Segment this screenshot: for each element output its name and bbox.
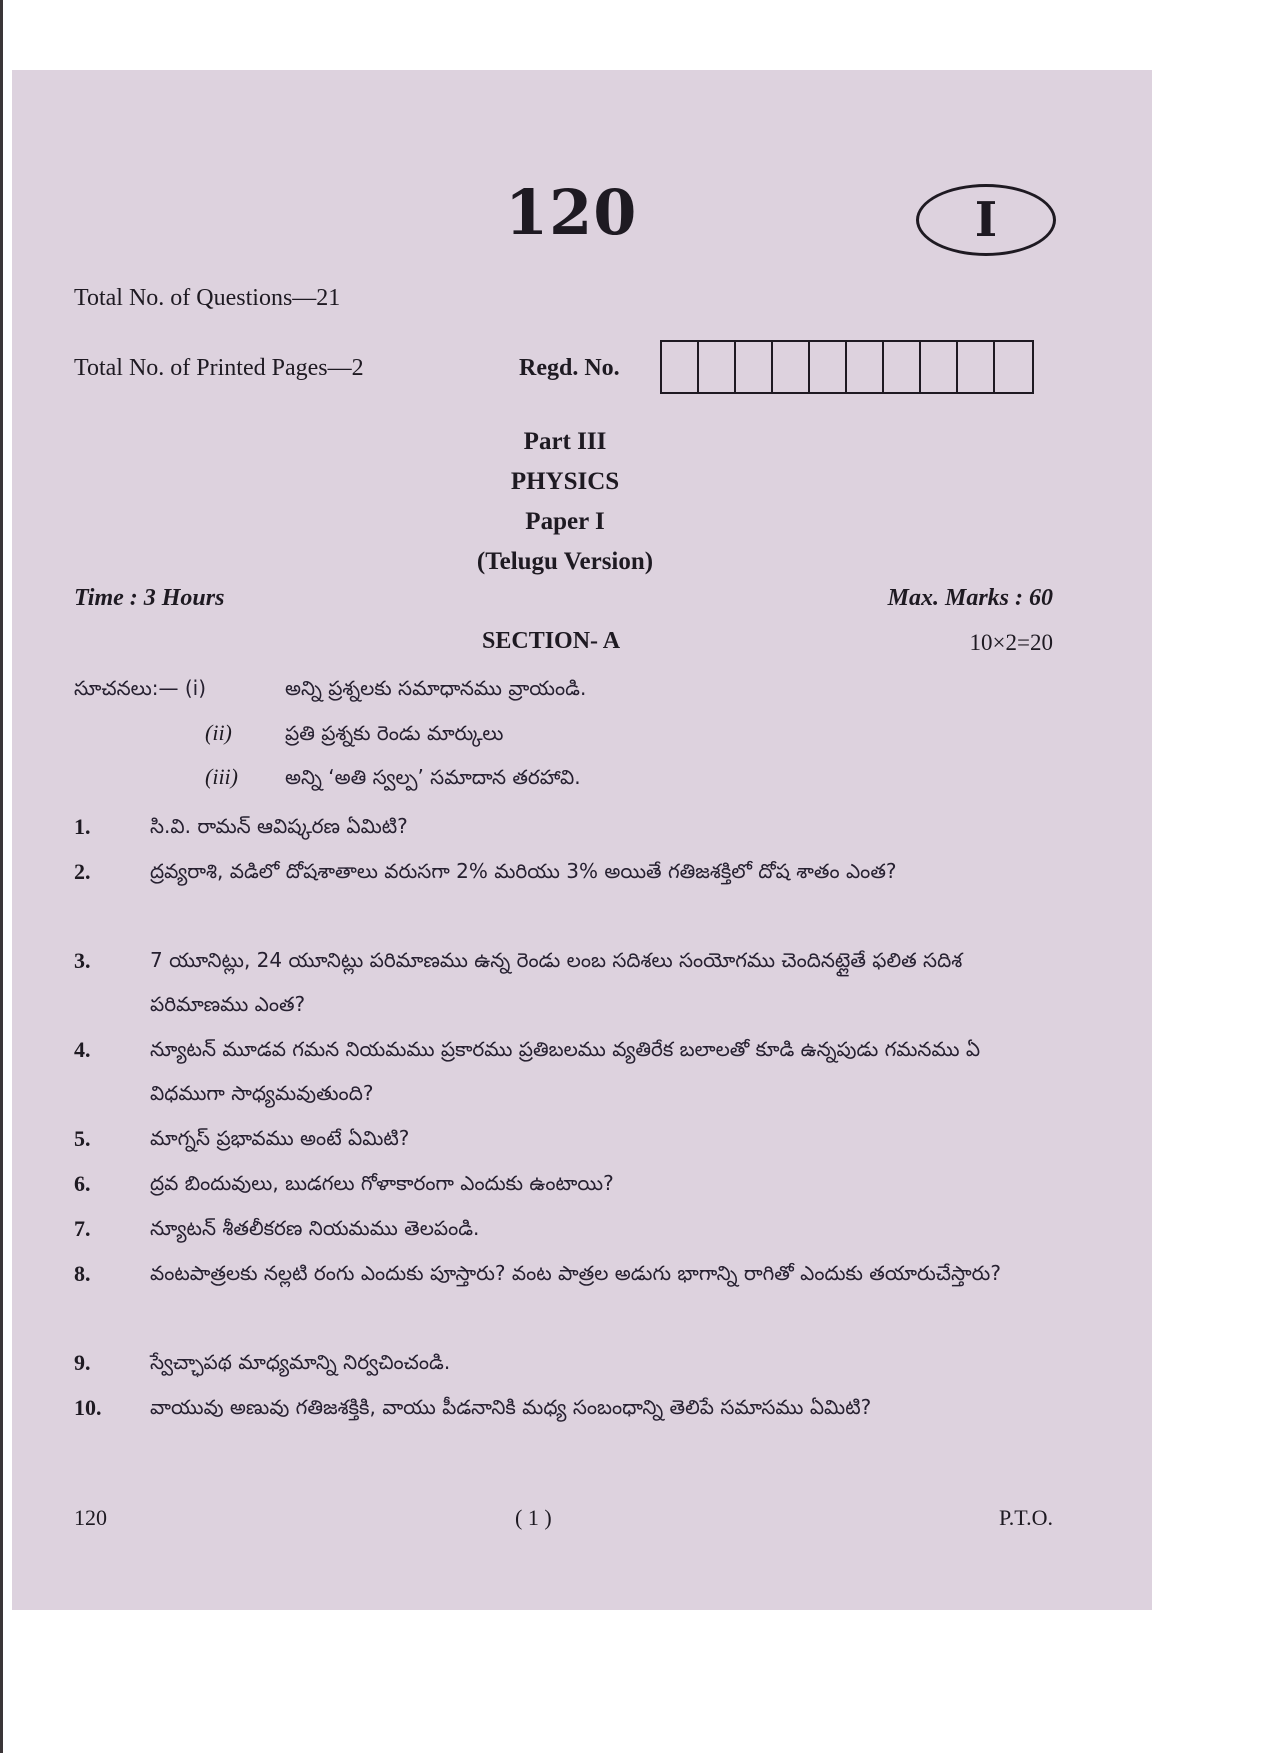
question-text: వంటపాత్రలకు నల్లటి రంగు ఎందుకు పూస్తారు? వంట పాత్రల అడుగు భాగాన్ని రాగితో ఎందుకు తయారుచేస్తారు?	[150, 1261, 1001, 1285]
section-title: SECTION- A	[482, 628, 621, 654]
regd-digit-box[interactable]	[921, 342, 958, 392]
regd-digit-box[interactable]	[773, 342, 810, 392]
footer-code: 120	[74, 1505, 107, 1530]
instructions-label: సూచనలు:— (i)	[74, 676, 206, 700]
page-number: ( 1 )	[515, 1505, 552, 1530]
instruction-item: అన్ని ప్రశ్నలకు సమాధానము వ్రాయండి.	[285, 676, 587, 700]
instruction-item: ప్రతి ప్రశ్నకు రెండు మార్కులు	[285, 721, 504, 745]
total-questions: Total No. of Questions—21	[74, 285, 341, 311]
scan-edge	[0, 0, 3, 1753]
question-number: 7.	[74, 1216, 91, 1241]
question-number: 1.	[74, 814, 91, 839]
section-marks: 10×2=20	[969, 630, 1053, 655]
regd-digit-box[interactable]	[995, 342, 1032, 392]
question-number: 10.	[74, 1395, 102, 1420]
question-text: మాగ్నస్ ప్రభావము అంటే ఏమిటి?	[150, 1126, 410, 1150]
paper-label: Paper I	[525, 508, 605, 535]
question-number: 3.	[74, 948, 91, 973]
question-number: 6.	[74, 1171, 91, 1196]
question-number: 2.	[74, 859, 91, 884]
question-text: న్యూటన్ శీతలీకరణ నియమము తెలపండి.	[150, 1216, 480, 1240]
question-text: ద్రవ్యరాశి, వడిలో దోషశాతాలు వరుసగా 2% మరియు 3% అయితే గతిజశక్తిలో దోష శాతం ఎంత?	[150, 859, 897, 883]
series-letter: I	[974, 192, 998, 248]
instruction-num: (iii)	[205, 764, 238, 789]
question-text: న్యూటన్ మూడవ గమన నియమము ప్రకారము ప్రతిబలము వ్యతిరేక బలాలతో కూడి ఉన్నపుడు గమనము ఏ విధముగా సాధ్యమవుతుంది?	[150, 1037, 981, 1105]
regd-label: Regd. No.	[519, 355, 620, 381]
question-number: 5.	[74, 1126, 91, 1151]
regd-digit-box[interactable]	[810, 342, 847, 392]
question-text: ద్రవ బిందువులు, బుడగలు గోళాకారంగా ఎందుకు ఉంటాయి?	[150, 1171, 614, 1195]
regd-number-boxes	[660, 340, 1034, 394]
question-number: 8.	[74, 1261, 91, 1286]
version-label: (Telugu Version)	[476, 548, 654, 575]
regd-digit-box[interactable]	[958, 342, 995, 392]
series-badge	[916, 184, 1056, 256]
regd-digit-box[interactable]	[736, 342, 773, 392]
question-number: 4.	[74, 1037, 91, 1062]
regd-digit-box[interactable]	[662, 342, 699, 392]
question-text: వాయువు అణువు గతిజశక్తికి, వాయు పీడనానికి మధ్య సంబంధాన్ని తెలిపే సమాసము ఏమిటి?	[150, 1395, 872, 1419]
instruction-item: అన్ని ‘అతి స్వల్ప’ సమాదాన తరహావి.	[285, 765, 581, 789]
total-pages: Total No. of Printed Pages—2	[74, 355, 364, 381]
pto-label: P.T.O.	[999, 1505, 1053, 1530]
paper-code: 120	[505, 176, 638, 249]
time-label: Time : 3 Hours	[74, 585, 225, 611]
regd-digit-box[interactable]	[699, 342, 736, 392]
question-number: 9.	[74, 1350, 91, 1375]
instruction-num: (ii)	[205, 720, 232, 745]
question-text: స్వేచ్ఛాపథ మాధ్యమాన్ని నిర్వచించండి.	[150, 1350, 451, 1374]
max-marks-label: Max. Marks : 60	[887, 585, 1053, 611]
part-label: Part III	[523, 428, 607, 455]
regd-digit-box[interactable]	[884, 342, 921, 392]
subject-label: PHYSICS	[510, 468, 620, 495]
regd-digit-box[interactable]	[847, 342, 884, 392]
question-text: 7 యూనిట్లు, 24 యూనిట్లు పరిమాణము ఉన్న రెండు లంబ సదిశలు సంయోగము చెందినట్లైతే ఫలిత సదిశ పరిమాణము ఎంత?	[150, 948, 963, 1016]
question-text: సి.వి. రామన్ ఆవిష్కరణ ఏమిటి?	[150, 814, 408, 838]
